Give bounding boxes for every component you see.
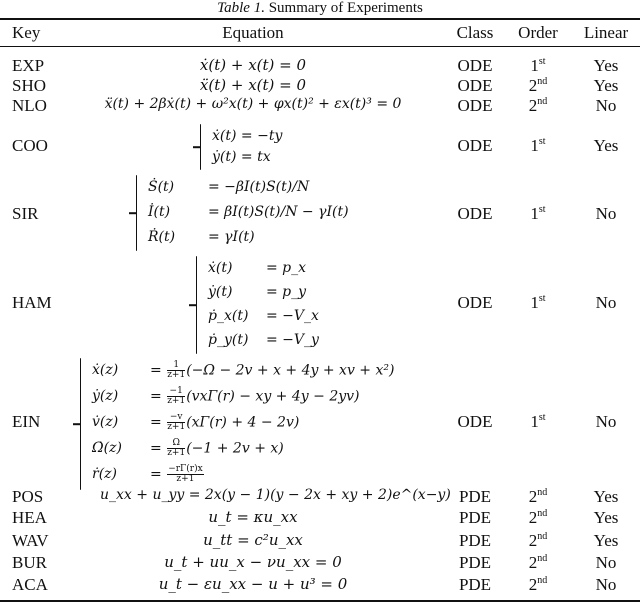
row-equation: u_tt = c²u_xx	[203, 531, 303, 549]
row-order: 2nd	[528, 487, 548, 506]
table-caption	[0, 0, 640, 16]
equation-system: ẋ(z) = $\frac{1}{z+1}$ (−Ω − 2v + x + 4y + xv + x²) ẏ(z) = $\frac{-1}{z+1}$ (vxΓ(r) − xy + 4y − 2yv) v̇(z) = $\frac{-v}{z+1}$ (xΓ(r) + 4 − 2v) Ω̇(z) = $\frac{\Omega}{z+1}$ (−1 + 2v + x) ṙ(z) = $\frac{-r\Gamma(r)x}{z+1}$	[80, 358, 440, 492]
header-order: Order	[518, 23, 558, 42]
row-key: POS	[12, 487, 44, 506]
row-linear: No	[595, 293, 617, 312]
row-key: EIN	[12, 412, 41, 431]
row-key: COO	[12, 136, 48, 155]
row-equation: ẍ(t) + 2βẋ(t) + ω²x(t) + φx(t)² + εx(t)³ = 0	[104, 96, 402, 112]
brace-icon	[196, 256, 197, 354]
brace-icon	[200, 124, 201, 170]
row-key: ACA	[12, 575, 48, 594]
row-linear: No	[595, 412, 617, 431]
equation-system: Ṡ(t) = −βI(t)S(t)/N İ(t) = βI(t)S(t)/N − γI(t) Ṙ(t) = γI(t)	[136, 175, 416, 253]
row-order: 2nd	[528, 508, 548, 527]
row-equation: u_xx + u_yy = 2x(y − 1)(y − 2x + xy + 2)e^(x−y)	[100, 487, 451, 503]
row-key: EXP	[12, 56, 45, 75]
brace-icon	[136, 175, 137, 251]
header-class: Class	[456, 23, 494, 42]
header-rule	[0, 46, 640, 47]
row-key: NLO	[12, 96, 47, 115]
row-class: ODE	[457, 204, 493, 223]
row-order: 2nd	[528, 575, 548, 594]
row-linear: Yes	[593, 136, 619, 155]
row-order: 1st	[530, 136, 546, 155]
row-order: 1st	[530, 412, 546, 431]
row-order: 2nd	[528, 96, 548, 115]
row-linear: Yes	[593, 531, 619, 550]
row-order: 2nd	[528, 531, 548, 550]
row-linear: No	[595, 575, 617, 594]
row-class: ODE	[457, 412, 493, 431]
row-class: ODE	[457, 56, 493, 75]
row-key: SHO	[12, 76, 47, 95]
row-class: ODE	[457, 96, 493, 115]
row-linear: No	[595, 96, 617, 115]
row-class: PDE	[458, 531, 492, 550]
row-key: BUR	[12, 553, 47, 572]
row-key: WAV	[12, 531, 49, 550]
caption-label: Table 1.	[217, 0, 265, 16]
row-linear: Yes	[593, 76, 619, 95]
row-order: 2nd	[528, 553, 548, 572]
row-class: PDE	[458, 575, 492, 594]
row-linear: Yes	[593, 487, 619, 506]
row-class: ODE	[457, 76, 493, 95]
row-class: ODE	[457, 136, 493, 155]
header-linear: Linear	[583, 23, 629, 42]
row-equation: u_t − εu_xx − u + u³ = 0	[158, 575, 348, 593]
row-order: 1st	[530, 56, 546, 75]
header-equation: Equation	[222, 23, 284, 42]
row-linear: Yes	[593, 508, 619, 527]
row-class: PDE	[458, 553, 492, 572]
row-key: HAM	[12, 293, 52, 312]
row-class: ODE	[457, 293, 493, 312]
brace-icon	[80, 358, 81, 490]
row-equation: u_t + uu_x − νu_xx = 0	[164, 553, 342, 571]
row-class: PDE	[458, 487, 492, 506]
row-linear: Yes	[593, 56, 619, 75]
row-equation: u_t = κu_xx	[208, 508, 298, 526]
equation-system: ẋ(t) = −ty ẏ(t) = tx	[200, 124, 340, 170]
row-key: HEA	[12, 508, 47, 527]
header-key: Key	[12, 23, 41, 42]
row-order: 1st	[530, 204, 546, 223]
row-linear: No	[595, 204, 617, 223]
row-order: 1st	[530, 293, 546, 312]
caption-title: Summary of Experiments	[268, 0, 423, 16]
equation-system: ẋ(t) = p_x ẏ(t) = p_y ṗ_x(t) = −V_x ṗ_y(t) = −V_y	[196, 256, 376, 356]
row-linear: No	[595, 553, 617, 572]
row-equation: ẋ(t) + x(t) = 0	[199, 56, 307, 74]
bottom-rule	[0, 600, 640, 602]
top-rule	[0, 18, 640, 20]
row-class: PDE	[458, 508, 492, 527]
row-equation: ẍ(t) + x(t) = 0	[199, 76, 307, 94]
row-key: SIR	[12, 204, 39, 223]
row-order: 2nd	[528, 76, 548, 95]
